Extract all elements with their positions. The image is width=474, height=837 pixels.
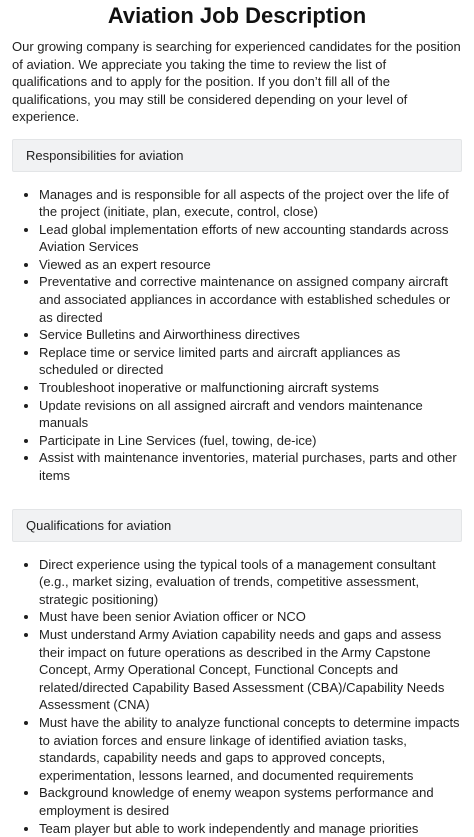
qualifications-header: Qualifications for aviation bbox=[12, 509, 462, 542]
list-item: • Team player but able to work independently and manage priorities bbox=[39, 820, 462, 837]
list-item: • Background knowledge of enemy weapon systems performance and employment is desired bbox=[39, 784, 462, 819]
list-item: • Must understand Army Aviation capability needs and gaps and assess their impact on future operations as described in the Army Capstone Concept, Army Operational Concept, Functional Concepts and related/directed Capability Based Assessment (CBA)/Capability Needs Assessment (CNA) bbox=[39, 626, 462, 714]
list-item: • Preventative and corrective maintenance on assigned company aircraft and associated appliances in accordance with established schedules or as directed bbox=[39, 273, 462, 326]
list-item: • Update revisions on all assigned aircraft and vendors maintenance manuals bbox=[39, 397, 462, 432]
list-item: • Replace time or service limited parts and aircraft appliances as scheduled or directed bbox=[39, 344, 462, 379]
list-item: • Viewed as an expert resource bbox=[39, 256, 462, 274]
list-item: • Direct experience using the typical tools of a management consultant (e.g., market sizing, evaluation of trends, competitive assessment, strategic positioning) bbox=[39, 556, 462, 609]
intro-paragraph: Our growing company is searching for experienced candidates for the position of aviation. We appreciate you taking the time to review the list of qualifications and to apply for the position. If you don’t fill all of the qualifications, you may still be considered depending on your level of experience. bbox=[12, 38, 462, 126]
list-item: • Must have been senior Aviation officer or NCO bbox=[39, 608, 462, 626]
responsibilities-header: Responsibilities for aviation bbox=[12, 139, 462, 172]
list-item: • Assist with maintenance inventories, material purchases, parts and other items bbox=[39, 449, 462, 484]
qualifications-list bbox=[12, 556, 462, 837]
page-title: Aviation Job Description bbox=[12, 0, 462, 30]
list-item: • Service Bulletins and Airworthiness directives bbox=[39, 326, 462, 344]
responsibilities-list bbox=[12, 186, 462, 485]
list-item: • Participate in Line Services (fuel, towing, de-ice) bbox=[39, 432, 462, 450]
list-item: • Troubleshoot inoperative or malfunctioning aircraft systems bbox=[39, 379, 462, 397]
list-item: • Must have the ability to analyze functional concepts to determine impacts to aviation forces and ensure linkage of identified aviation tasks, standards, capability needs and gaps to approved concepts, experimentation, lessons learned, and documented requirements bbox=[39, 714, 462, 784]
list-item: • Manages and is responsible for all aspects of the project over the life of the project (initiate, plan, execute, control, close) bbox=[39, 186, 462, 221]
list-item: • Lead global implementation efforts of new accounting standards across Aviation Services bbox=[39, 221, 462, 256]
